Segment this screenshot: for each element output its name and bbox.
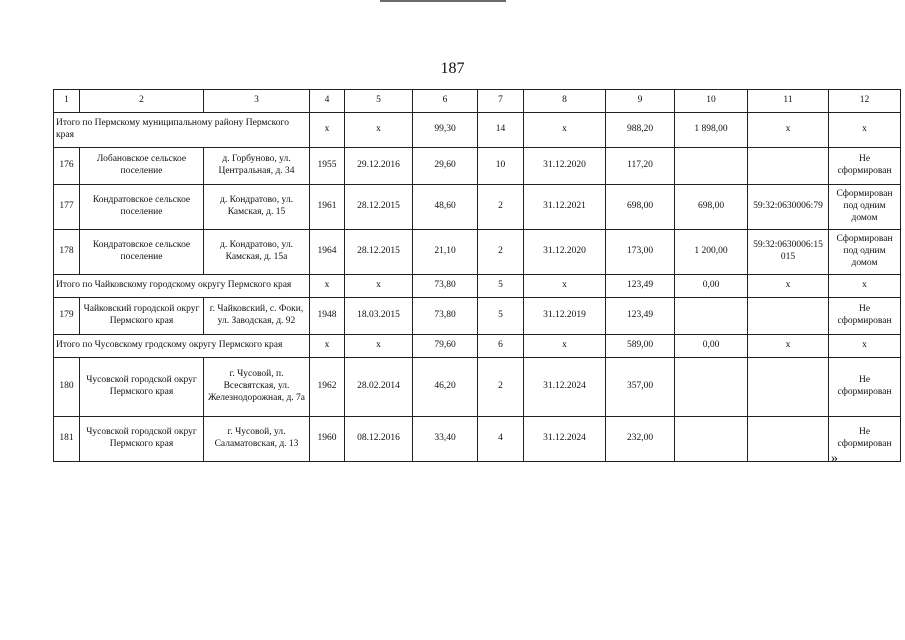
table-cell: Не сформирован: [829, 298, 901, 335]
table-cell: х: [524, 275, 606, 298]
table-cell: х: [829, 275, 901, 298]
table-cell: х: [310, 335, 345, 358]
table-cell: 21,10: [413, 230, 478, 275]
table-cell: х: [748, 275, 829, 298]
table-cell: х: [524, 335, 606, 358]
table-row-179: [54, 298, 901, 335]
table-cell: Сформирован под одним домом: [829, 185, 901, 230]
table-cell: 28.02.2014: [345, 358, 413, 417]
table-cell: 698,00: [675, 185, 748, 230]
summary-row-perm-district: [54, 113, 901, 148]
table-cell: х: [345, 335, 413, 358]
table-cell: 698,00: [606, 185, 675, 230]
table-cell: 988,20: [606, 113, 675, 148]
table-cell: 1 898,00: [675, 113, 748, 148]
table-cell: 1960: [310, 417, 345, 462]
table-cell: 1 200,00: [675, 230, 748, 275]
table-cell: 179: [54, 298, 80, 335]
table-cell: Кондратовское сельское поселение: [80, 185, 204, 230]
table-cell: Не сформирован: [829, 417, 901, 462]
table-cell: х: [345, 275, 413, 298]
summary-label: Итого по Чусовскому гродскому округу Пермского края: [54, 335, 310, 358]
table-cell: 117,20: [606, 148, 675, 185]
table-cell: 1948: [310, 298, 345, 335]
table-cell: 31.12.2024: [524, 417, 606, 462]
table-cell: [748, 417, 829, 462]
table-cell: Чусовской городской округ Пермского края: [80, 358, 204, 417]
table-cell: 73,80: [413, 275, 478, 298]
table-cell: 176: [54, 148, 80, 185]
table-cell: 4: [478, 417, 524, 462]
housing-register-table: [53, 89, 901, 462]
table-cell: [748, 358, 829, 417]
table-cell: 1964: [310, 230, 345, 275]
column-number: 5: [345, 90, 413, 113]
table-cell: 10: [478, 148, 524, 185]
closing-quote-mark: »: [831, 451, 838, 466]
table-cell: 31.12.2020: [524, 230, 606, 275]
page-number: 187: [440, 60, 465, 77]
table-cell: 5: [478, 298, 524, 335]
table-cell: [748, 298, 829, 335]
table-cell: х: [748, 113, 829, 148]
table-cell: 31.12.2021: [524, 185, 606, 230]
table-cell: х: [310, 275, 345, 298]
table-cell: [675, 358, 748, 417]
table-cell: [675, 148, 748, 185]
table-cell: 08.12.2016: [345, 417, 413, 462]
table-cell: 0,00: [675, 275, 748, 298]
table-cell: 177: [54, 185, 80, 230]
summary-row-chaykovsky: [54, 275, 901, 298]
table-cell: 31.12.2019: [524, 298, 606, 335]
table-cell: 59:32:0630006:15 015: [748, 230, 829, 275]
column-number: 8: [524, 90, 606, 113]
table-cell: 123,49: [606, 298, 675, 335]
table-cell: [675, 298, 748, 335]
table-cell: Лобановское сельское поселение: [80, 148, 204, 185]
summary-label: Итого по Чайковскому городскому округу Пермского края: [54, 275, 310, 298]
table-cell: 1962: [310, 358, 345, 417]
table-cell: 232,00: [606, 417, 675, 462]
column-number: 12: [829, 90, 901, 113]
table-cell: х: [524, 113, 606, 148]
table-cell: 0,00: [675, 335, 748, 358]
table-cell: 589,00: [606, 335, 675, 358]
table-cell: 31.12.2024: [524, 358, 606, 417]
table-cell: 33,40: [413, 417, 478, 462]
table-row-180: [54, 358, 901, 417]
column-number: 7: [478, 90, 524, 113]
table-cell: х: [310, 113, 345, 148]
column-number: 3: [204, 90, 310, 113]
column-number: 9: [606, 90, 675, 113]
table-cell: [675, 417, 748, 462]
table-cell: 2: [478, 185, 524, 230]
scan-edge-mark: [380, 0, 506, 2]
table-cell: Кондратовское сельское поселение: [80, 230, 204, 275]
table-row-177: [54, 185, 901, 230]
table-row-181: [54, 417, 901, 462]
table-cell: 6: [478, 335, 524, 358]
table-cell: г. Чайковский, с. Фоки, ул. Заводская, д. 92: [204, 298, 310, 335]
table-cell: 18.03.2015: [345, 298, 413, 335]
table-cell: 29,60: [413, 148, 478, 185]
table-row-178: [54, 230, 901, 275]
summary-label: Итого по Пермскому муниципальному району Пермского края: [54, 113, 310, 148]
table-cell: 48,60: [413, 185, 478, 230]
table-cell: 46,20: [413, 358, 478, 417]
table-cell: 2: [478, 358, 524, 417]
table-cell: 2: [478, 230, 524, 275]
table-cell: 59:32:0630006:79: [748, 185, 829, 230]
table-cell: 14: [478, 113, 524, 148]
table-row-176: [54, 148, 901, 185]
table-cell: х: [345, 113, 413, 148]
table-cell: 1961: [310, 185, 345, 230]
table-cell: [748, 148, 829, 185]
table-cell: 123,49: [606, 275, 675, 298]
table-cell: 28.12.2015: [345, 185, 413, 230]
column-number-row: [54, 90, 901, 113]
table-cell: х: [829, 113, 901, 148]
table-cell: д. Кондратово, ул. Камская, д. 15а: [204, 230, 310, 275]
table-cell: 180: [54, 358, 80, 417]
summary-row-chusovoy: [54, 335, 901, 358]
column-number: 4: [310, 90, 345, 113]
table-cell: 99,30: [413, 113, 478, 148]
table-cell: 178: [54, 230, 80, 275]
column-number: 6: [413, 90, 478, 113]
table-cell: 5: [478, 275, 524, 298]
column-number: 2: [80, 90, 204, 113]
column-number: 1: [54, 90, 80, 113]
table-cell: 28.12.2015: [345, 230, 413, 275]
table-cell: Чайковский городской округ Пермского края: [80, 298, 204, 335]
table-cell: 357,00: [606, 358, 675, 417]
table-cell: Не сформирован: [829, 148, 901, 185]
table-cell: 1955: [310, 148, 345, 185]
table-cell: Не сформирован: [829, 358, 901, 417]
table-cell: х: [748, 335, 829, 358]
table-cell: г. Чусовой, ул. Саламатовская, д. 13: [204, 417, 310, 462]
table-cell: 73,80: [413, 298, 478, 335]
table-cell: 29.12.2016: [345, 148, 413, 185]
table-cell: Чусовской городской округ Пермского края: [80, 417, 204, 462]
table-cell: д. Кондратово, ул. Камская, д. 15: [204, 185, 310, 230]
table-cell: х: [829, 335, 901, 358]
table-cell: г. Чусовой, п. Всесвятская, ул. Железнодорожная, д. 7а: [204, 358, 310, 417]
table-cell: 173,00: [606, 230, 675, 275]
table-cell: д. Горбуново, ул. Центральная, д. 34: [204, 148, 310, 185]
table-cell: 31.12.2020: [524, 148, 606, 185]
table-cell: 181: [54, 417, 80, 462]
column-number: 10: [675, 90, 748, 113]
table-cell: Сформирован под одним домом: [829, 230, 901, 275]
column-number: 11: [748, 90, 829, 113]
table-cell: 79,60: [413, 335, 478, 358]
